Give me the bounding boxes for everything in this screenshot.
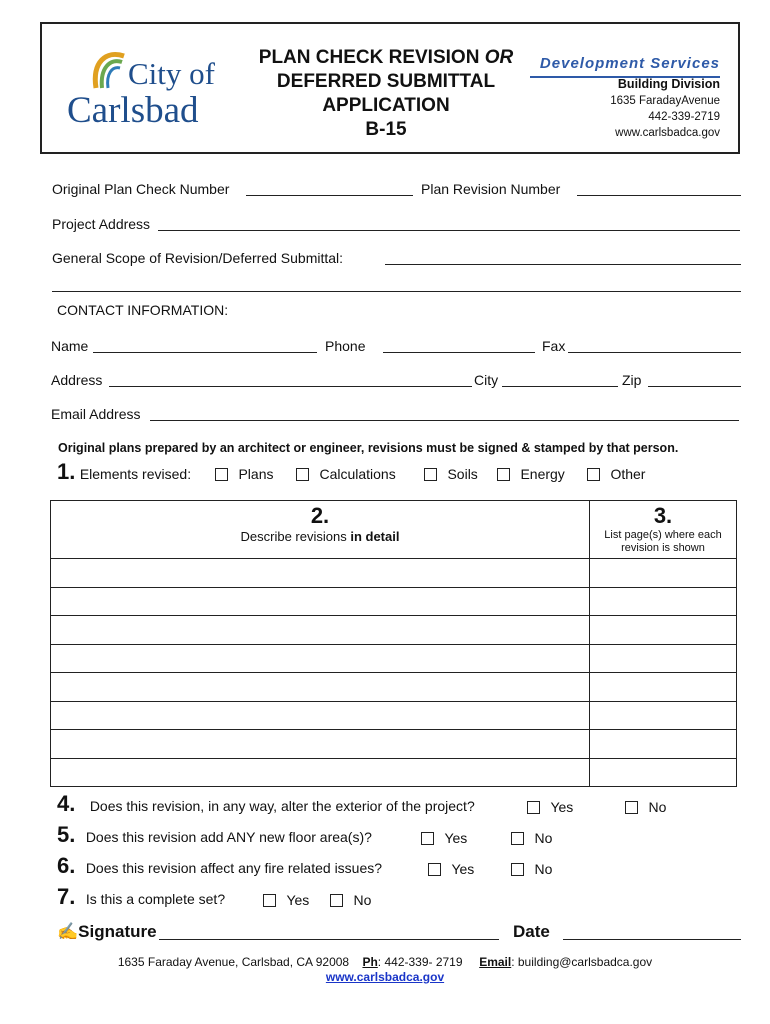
scope-field-line2[interactable] — [52, 291, 741, 292]
revision-description-cell[interactable] — [51, 701, 590, 730]
form-code: B-15 — [365, 119, 407, 140]
q6-no-label: No — [534, 861, 553, 877]
q6-yes-label: Yes — [451, 861, 475, 877]
q7-no-label: No — [353, 892, 372, 908]
table-row — [51, 644, 737, 673]
describe-header — [51, 501, 590, 559]
zip-field[interactable] — [648, 386, 741, 387]
section-number-3: 3. — [653, 503, 673, 528]
q4-yes-label: Yes — [550, 799, 574, 815]
q7-yes-checkbox[interactable] — [263, 892, 309, 910]
plans-option-label: Plans — [238, 466, 274, 482]
dept-address: 1635 FaradayAvenue — [610, 95, 720, 107]
revision-pages-cell[interactable] — [590, 673, 737, 702]
elements-revised-label: Elements revised: — [79, 466, 192, 482]
revision-pages-cell[interactable] — [590, 559, 737, 588]
pages-label: List page(s) where each revision is shown — [604, 529, 722, 554]
date-field[interactable] — [563, 939, 741, 940]
revision-pages-cell[interactable] — [590, 758, 737, 787]
signature-label-group — [57, 922, 157, 942]
q4-no-label: No — [648, 799, 667, 815]
revision-pages-cell[interactable] — [590, 644, 737, 673]
name-field[interactable] — [93, 352, 317, 353]
table-row — [51, 587, 737, 616]
city-label: City — [474, 372, 499, 388]
original-plan-check-label: Original Plan Check Number — [52, 181, 230, 197]
zip-label: Zip — [622, 372, 642, 388]
footer-ph-label: Ph — [362, 955, 378, 969]
title-line-3: APPLICATION — [322, 95, 450, 116]
section-number-1: 1. — [57, 459, 76, 484]
scope-label: General Scope of Revision/Deferred Submittal: — [52, 250, 344, 266]
question-7 — [57, 884, 225, 910]
pen-icon: ✍ — [57, 922, 79, 941]
question-5 — [57, 822, 372, 848]
title-or: OR — [484, 47, 514, 68]
footer-email: : building@carlsbadca.gov — [511, 955, 653, 969]
logo-arc-icon — [86, 48, 126, 96]
table-header-row — [51, 501, 737, 559]
title-line-2: DEFERRED SUBMITTAL — [276, 71, 496, 92]
revision-description-cell[interactable] — [51, 587, 590, 616]
email-field[interactable] — [150, 420, 739, 421]
q7-no-checkbox[interactable] — [330, 892, 371, 910]
dept-website: www.carlsbadca.gov — [615, 127, 720, 139]
question-4 — [57, 791, 475, 817]
fax-label: Fax — [542, 338, 566, 354]
question-7-text: Is this a complete set? — [85, 891, 226, 907]
question-5-text: Does this revision add ANY new floor area(s)? — [85, 829, 372, 845]
q6-yes-checkbox[interactable] — [428, 861, 474, 879]
question-4-text: Does this revision, in any way, alter the exterior of the project? — [89, 798, 475, 814]
checkbox-calculations[interactable] — [296, 466, 396, 484]
revision-pages-cell[interactable] — [590, 616, 737, 645]
section-number-2: 2. — [310, 503, 330, 528]
describe-label: Describe revisions — [240, 529, 347, 544]
date-label: Date — [513, 922, 550, 941]
footer-phone: : 442-339- 2719 — [377, 955, 463, 969]
footer-contact — [0, 955, 770, 969]
fax-field[interactable] — [568, 352, 741, 353]
calculations-option-label: Calculations — [319, 466, 396, 482]
revisions-table — [50, 500, 737, 787]
q5-yes-checkbox[interactable] — [421, 830, 467, 848]
project-address-label: Project Address — [52, 216, 151, 232]
table-row — [51, 730, 737, 759]
address-label: Address — [51, 372, 103, 388]
table-row — [51, 701, 737, 730]
revision-description-cell[interactable] — [51, 616, 590, 645]
q7-yes-label: Yes — [286, 892, 310, 908]
logo-text-city: City of — [128, 56, 215, 91]
section-number-4: 4. — [57, 791, 76, 816]
soils-option-label: Soils — [447, 466, 478, 482]
division-name: Building Division — [617, 77, 720, 91]
question-6 — [57, 853, 382, 879]
checkbox-plans[interactable] — [215, 466, 273, 484]
pages-header — [590, 501, 737, 559]
table-row — [51, 616, 737, 645]
footer-website-link[interactable]: www.carlsbadca.gov — [325, 970, 445, 984]
plan-revision-label: Plan Revision Number — [421, 181, 561, 197]
plan-revision-field[interactable] — [577, 195, 741, 196]
checkbox-soils[interactable] — [424, 466, 478, 484]
scope-field[interactable] — [385, 264, 741, 265]
q4-no-checkbox[interactable] — [625, 799, 666, 817]
revision-description-cell[interactable] — [51, 730, 590, 759]
revision-pages-cell[interactable] — [590, 587, 737, 616]
phone-field[interactable] — [383, 352, 535, 353]
signature-field[interactable] — [159, 939, 499, 940]
section-number-5: 5. — [57, 822, 76, 847]
table-row — [51, 673, 737, 702]
footer-email-label: Email — [479, 955, 512, 969]
dept-phone: 442-339-2719 — [648, 111, 720, 123]
address-field[interactable] — [109, 386, 472, 387]
revision-description-cell[interactable] — [51, 673, 590, 702]
section-number-6: 6. — [57, 853, 76, 878]
phone-label: Phone — [325, 338, 366, 354]
project-address-field[interactable] — [158, 230, 740, 231]
question-6-text: Does this revision affect any fire related issues? — [85, 860, 383, 876]
name-label: Name — [51, 338, 89, 354]
q6-no-checkbox[interactable] — [511, 861, 552, 879]
describe-label-bold: in detail — [350, 529, 400, 544]
original-plan-check-field[interactable] — [246, 195, 413, 196]
q4-yes-checkbox[interactable] — [527, 799, 573, 817]
revision-description-cell[interactable] — [51, 644, 590, 673]
email-label: Email Address — [51, 406, 141, 422]
q5-no-label: No — [534, 830, 553, 846]
section-number-7: 7. — [57, 884, 76, 909]
footer-address: 1635 Faraday Avenue, Carlsbad, CA 92008 — [117, 955, 350, 969]
q5-no-checkbox[interactable] — [511, 830, 552, 848]
table-row — [51, 559, 737, 588]
revision-description-cell[interactable] — [51, 758, 590, 787]
logo-text-carlsbad: Carlsbad — [67, 90, 199, 131]
architect-notice: Original plans prepared by an architect or engineer, revisions must be signed & stamped by that person. — [58, 441, 679, 455]
city-field[interactable] — [502, 386, 618, 387]
q5-yes-label: Yes — [444, 830, 468, 846]
contact-heading: CONTACT INFORMATION: — [57, 302, 229, 318]
revision-description-cell[interactable] — [51, 559, 590, 588]
revision-pages-cell[interactable] — [590, 701, 737, 730]
other-option-label: Other — [610, 466, 646, 482]
footer-website-row — [0, 970, 770, 984]
checkbox-other[interactable] — [587, 466, 645, 484]
form-title — [248, 46, 524, 142]
elements-revised-row — [57, 459, 191, 485]
revision-pages-cell[interactable] — [590, 730, 737, 759]
checkbox-energy[interactable] — [497, 466, 565, 484]
table-row — [51, 758, 737, 787]
title-line-1: PLAN CHECK REVISION — [258, 47, 480, 68]
energy-option-label: Energy — [520, 466, 565, 482]
dept-name: Development Services — [539, 55, 720, 72]
signature-label: Signature — [78, 922, 157, 941]
